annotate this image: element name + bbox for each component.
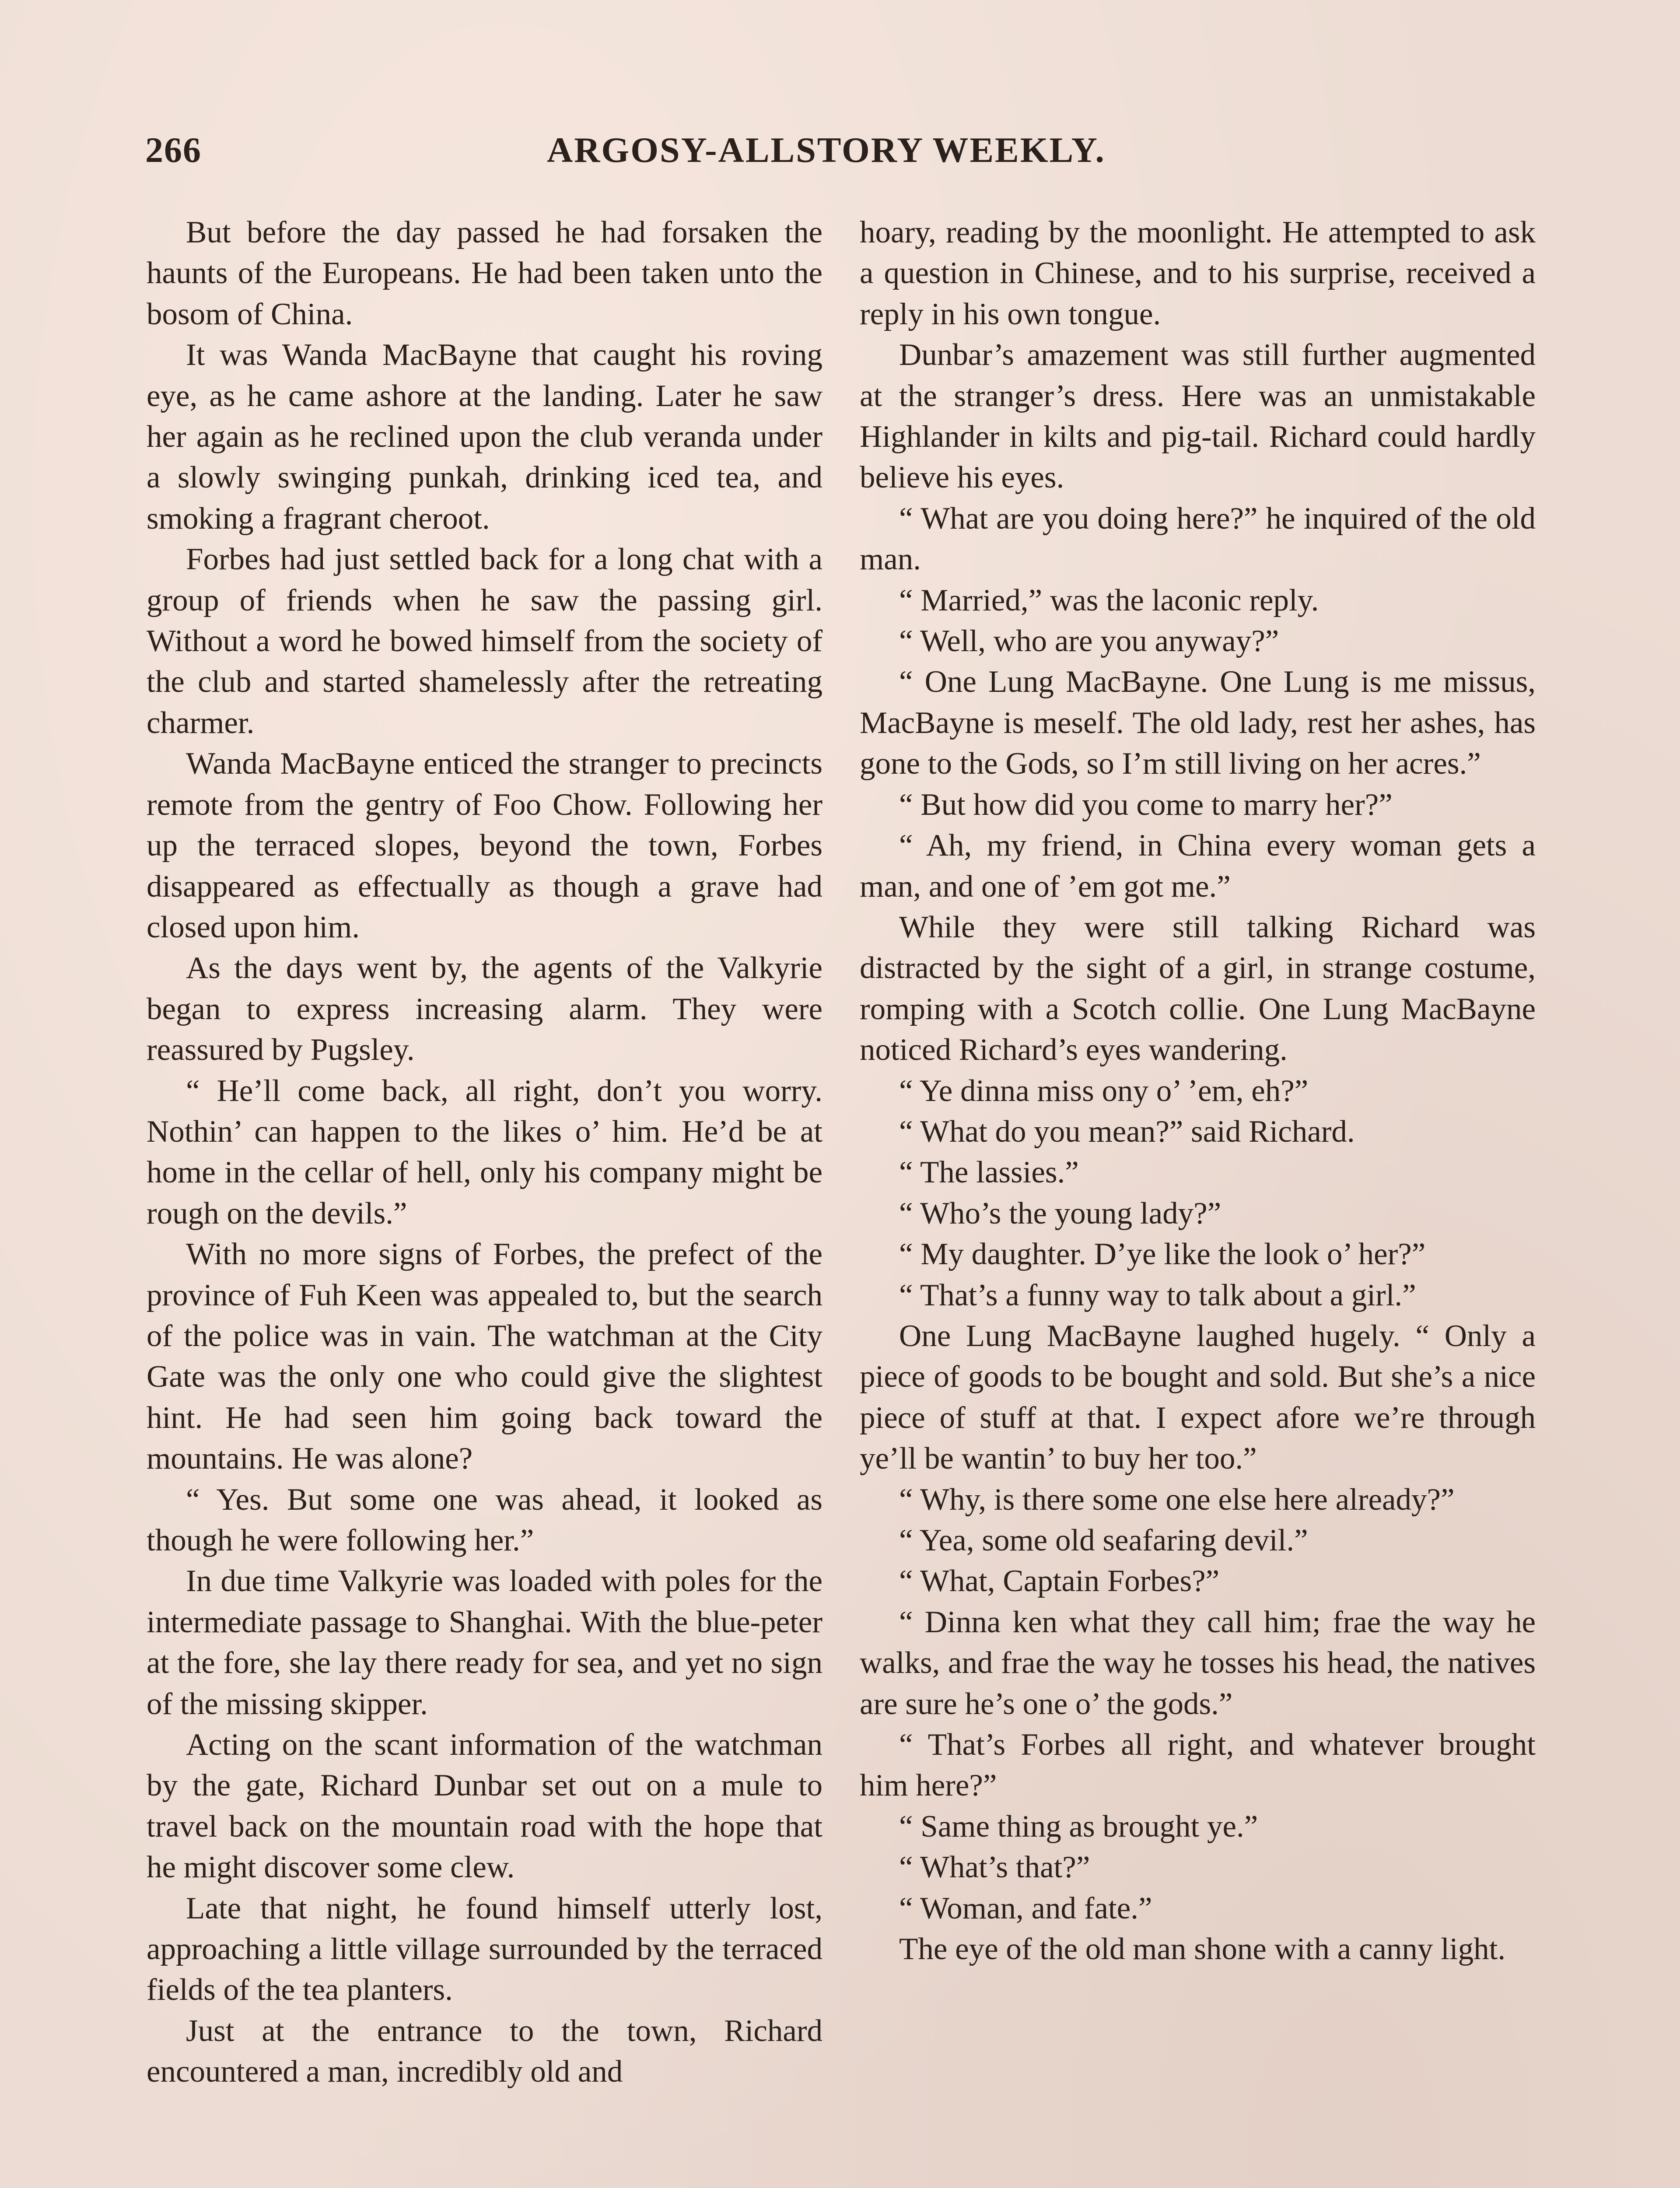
paragraph: “ The lassies.”: [899, 1155, 1079, 1190]
right-column: [860, 212, 1536, 1970]
paragraph: “ What are you doing here?” he inquired of the old man.: [860, 501, 1536, 577]
paragraph: “ Who’s the young lady?”: [899, 1196, 1222, 1231]
running-head: ARGOSY-ALLSTORY WEEKLY.: [547, 130, 1106, 170]
paragraph: The eye of the old man shone with a canny light.: [899, 1932, 1506, 1967]
paragraph: “ Woman, and fate.”: [899, 1891, 1152, 1925]
paragraph: “ But how did you come to marry her?”: [899, 787, 1393, 822]
paragraph: Late that night, he found himself utterly lost, approaching a little village surrounded by the terraced fields of the tea planters.: [147, 1891, 822, 2007]
paragraph: “ Why, is there some one else here already?”: [899, 1482, 1455, 1517]
paragraph: “ Ah, my friend, in China every woman gets a man, and one of ’em got me.”: [860, 828, 1536, 904]
paragraph: “ Married,” was the laconic reply.: [899, 583, 1319, 617]
paragraph: “ One Lung MacBayne. One Lung is me missus, MacBayne is meself. The old lady, rest her ashes, has gone to the Gods, so I’m still living on her acres.”: [860, 665, 1536, 781]
paragraph: “ Dinna ken what they call him; frae the way he walks, and frae the way he tosses his head, the natives are sure he’s one o’ the gods.”: [860, 1605, 1536, 1721]
page-number: 266: [145, 130, 202, 170]
paragraph: “ Yes. But some one was ahead, it looked as though he were following her.”: [147, 1482, 822, 1557]
paragraph: “ Yea, some old seafaring devil.”: [899, 1523, 1308, 1557]
paragraph: In due time Valkyrie was loaded with poles for the intermediate passage to Shanghai. With the blue-peter at the fore, she lay there ready for sea, and yet no sign of the missing skipper.: [147, 1564, 822, 1721]
paragraph: “ Same thing as brought ye.”: [899, 1809, 1258, 1844]
paragraph: While they were still talking Richard was distracted by the sight of a girl, in strange costume, romping with a Scotch collie. One Lung MacBayne noticed Richard’s eyes wandering.: [860, 910, 1536, 1067]
paragraph: Wanda MacBayne enticed the stranger to precincts remote from the gentry of Foo Chow. Following her up the terraced slopes, beyond the town, Forbes disappeared as effectually as though a grave had closed upon him.: [147, 747, 822, 944]
paragraph: “ Ye dinna miss ony o’ ’em, eh?”: [899, 1073, 1309, 1108]
paragraph: “ Well, who are you anyway?”: [899, 624, 1279, 659]
left-column: [147, 212, 822, 2093]
paragraph: One Lung MacBayne laughed hugely. “ Only a piece of goods to be bought and sold. But she’s a nice piece of stuff at that. I expect afore we’re through ye’ll be wantin’ to buy her too.”: [860, 1318, 1536, 1476]
paragraph: As the days went by, the agents of the Valkyrie began to express increasing alarm. They were reassured by Pugsley.: [147, 951, 822, 1067]
paragraph: Dunbar’s amazement was still further augmented at the stranger’s dress. Here was an unmistakable Highlander in kilts and pig-tail. Richard could hardly believe his eyes.: [860, 338, 1536, 495]
paragraph: It was Wanda MacBayne that caught his roving eye, as he came ashore at the landing. Later he saw her again as he reclined upon the club veranda under a slowly swinging punkah, drinking iced tea, and smoking a fragrant cheroot.: [147, 338, 822, 536]
paragraph: Just at the entrance to the town, Richard encountered a man, incredibly old and: [147, 2013, 822, 2089]
paragraph: “ What, Captain Forbes?”: [899, 1564, 1220, 1599]
paragraph: “ He’ll come back, all right, don’t you worry. Nothin’ can happen to the likes o’ him. He’d be at home in the cellar of hell, only his company might be rough on the devils.”: [147, 1073, 822, 1231]
paragraph: “ My daughter. D’ye like the look o’ her?”: [899, 1237, 1426, 1272]
paragraph: With no more signs of Forbes, the prefect of the province of Fuh Keen was appealed to, but the search of the police was in vain. The watchman at the City Gate was the only one who could give the slightest hint. He had seen him going back toward the mountains. He was alone?: [147, 1237, 822, 1476]
paragraph: But before the day passed he had forsaken the haunts of the Europeans. He had been taken unto the bosom of China.: [147, 215, 822, 331]
paragraph: Forbes had just settled back for a long chat with a group of friends when he saw the passing girl. Without a word he bowed himself from the society of the club and started shamelessly after the retreating charmer.: [147, 542, 822, 740]
paragraph: “ That’s a funny way to talk about a girl.”: [899, 1278, 1416, 1312]
paragraph: “ What’s that?”: [899, 1850, 1090, 1885]
paragraph-continuation: hoary, reading by the moonlight. He attempted to ask a question in Chinese, and to his surprise, received a reply in his own tongue.: [860, 215, 1536, 331]
paragraph: “ What do you mean?” said Richard.: [899, 1114, 1355, 1149]
paragraph: Acting on the scant information of the watchman by the gate, Richard Dunbar set out on a mule to travel back on the mountain road with the hope that he might discover some clew.: [147, 1728, 822, 1885]
paragraph: “ That’s Forbes all right, and whatever brought him here?”: [860, 1728, 1536, 1803]
